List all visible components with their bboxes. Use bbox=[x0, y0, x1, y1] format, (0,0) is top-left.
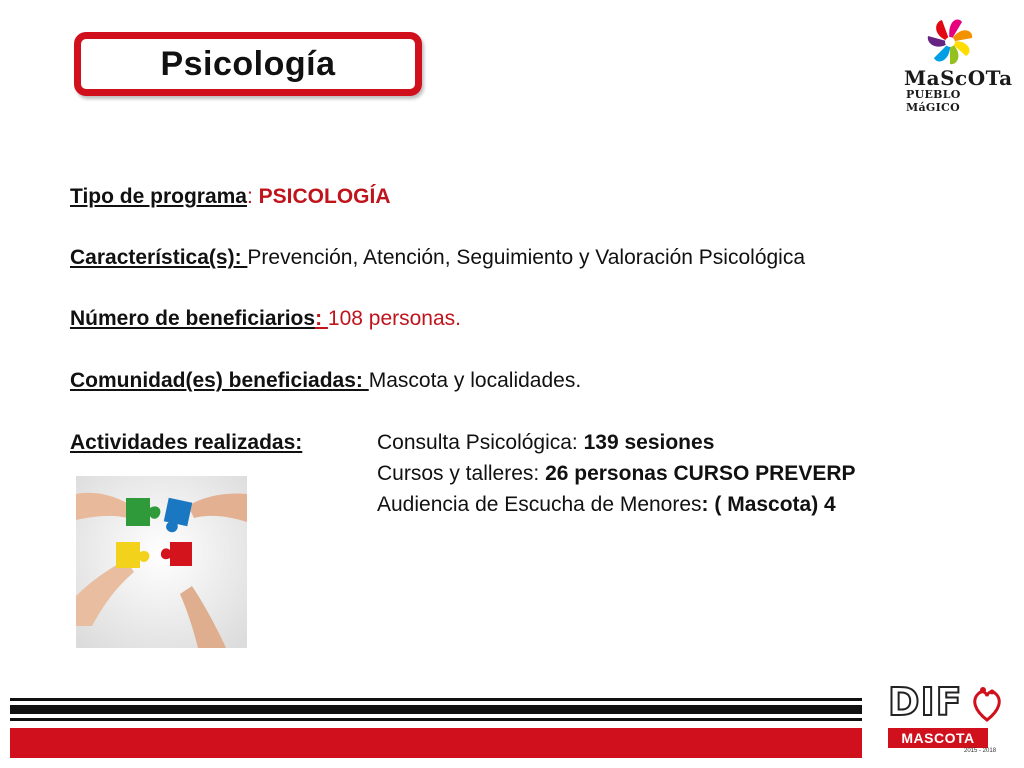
comunidades-value: Mascota y localidades. bbox=[368, 369, 582, 392]
field-comunidades bbox=[70, 366, 581, 396]
caracteristicas-value: Prevención, Atención, Seguimiento y Valoración Psicológica bbox=[247, 246, 806, 269]
activity-value: 26 personas CURSO PREVERP bbox=[545, 462, 856, 485]
field-beneficiarios bbox=[70, 304, 461, 334]
beneficiarios-sep: : bbox=[315, 307, 328, 330]
footer-line bbox=[10, 698, 862, 701]
activity-text: Consulta Psicológica: bbox=[377, 431, 584, 454]
caracteristicas-label: Característica(s): bbox=[70, 246, 248, 269]
field-caracteristicas bbox=[70, 243, 805, 273]
activities-list bbox=[377, 428, 856, 521]
beneficiarios-label: Número de beneficiarios bbox=[70, 307, 316, 330]
field-tipo bbox=[70, 182, 391, 212]
mascota-logo bbox=[900, 14, 1013, 114]
flower-logo-icon bbox=[920, 14, 980, 70]
logo-name: MaScOTa bbox=[904, 66, 1013, 90]
dif-label: MASCOTA bbox=[888, 728, 988, 748]
activity-value: : ( Mascota) 4 bbox=[701, 493, 836, 516]
family-heart-icon bbox=[972, 684, 1002, 722]
list-item bbox=[377, 490, 856, 521]
activity-value: 139 sesiones bbox=[583, 431, 715, 454]
puzzle-hands-image bbox=[76, 476, 247, 648]
beneficiarios-value: 108 personas. bbox=[327, 307, 462, 330]
footer-red-band bbox=[10, 728, 862, 758]
activity-text: Cursos y talleres: bbox=[377, 462, 546, 485]
field-actividades bbox=[70, 428, 302, 458]
title-box bbox=[74, 32, 422, 96]
dif-years: 2015 - 2018 bbox=[964, 748, 997, 754]
dif-letters: DIF bbox=[888, 680, 963, 724]
comunidades-label: Comunidad(es) beneficiadas: bbox=[70, 369, 369, 392]
tipo-value: PSICOLOGÍA bbox=[258, 185, 391, 208]
footer-line-thick bbox=[10, 705, 862, 714]
dif-logo bbox=[888, 682, 1014, 762]
actividades-label: Actividades realizadas: bbox=[70, 431, 303, 454]
list-item bbox=[377, 428, 856, 459]
logo-subtitle: PUEBLO MáGICO bbox=[906, 88, 961, 114]
tipo-label: Tipo de programa bbox=[70, 185, 247, 208]
list-item bbox=[377, 459, 856, 490]
page-title: Psicología bbox=[160, 44, 336, 83]
footer-line bbox=[10, 718, 862, 721]
tipo-sep: : bbox=[246, 185, 259, 208]
activity-text: Audiencia de Escucha de Menores bbox=[377, 493, 702, 516]
